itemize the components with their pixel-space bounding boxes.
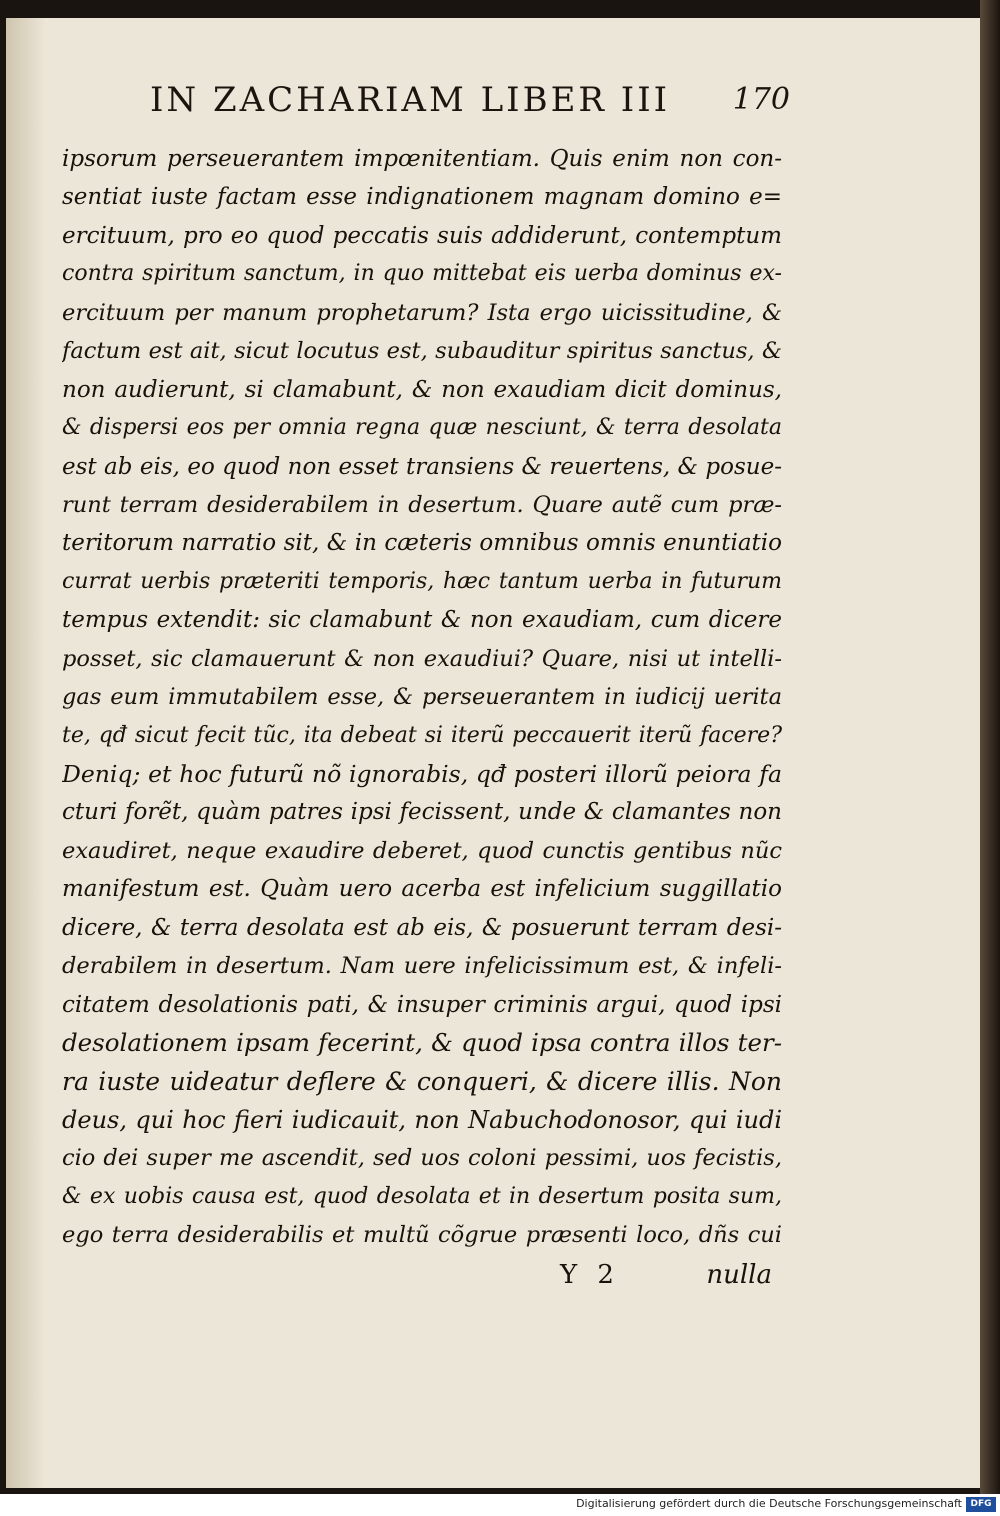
catchword: nulla: [706, 1260, 772, 1290]
folio-number: 170: [732, 82, 790, 117]
text-line: est ab eis, eo quod non esset transiens & reuertens, & posue-: [62, 453, 782, 480]
text-line: & dispersi eos per omnia regna quæ nesciunt, & terra desolata: [62, 415, 782, 441]
text-line: currat uerbis præteriti temporis, hæc tantum uerba in futurum: [62, 568, 782, 594]
text-line: contra spiritum sanctum, in quo mittebat eis uerba dominus ex-: [62, 261, 782, 287]
text-line: te, qđ sicut fecit tũc, ita debeat si iterũ peccauerit iterũ facere?: [62, 722, 782, 748]
text-line: dicere, & terra desolata est ab eis, & posuerunt terram desi-: [62, 914, 782, 941]
signature-mark: Y 2: [560, 1260, 620, 1290]
text-line: non audierunt, si clamabunt, & non exaudiam dicit dominus,: [62, 376, 782, 403]
binding-shadow: [980, 0, 1000, 1494]
text-line: exaudiret, neque exaudire deberet, quod cunctis gentibus nũc: [62, 837, 782, 864]
text-line: ercituum per manum prophetarum? Ista ergo uicissitudine, &: [62, 299, 782, 326]
text-line: ercituum, pro eo quod peccatis suis addiderunt, contemptum: [62, 222, 782, 249]
funding-credit: Digitalisierung gefördert durch die Deutsche Forschungsgemeinschaft: [576, 1497, 962, 1510]
text-line: Deniq; et hoc futurũ nõ ignorabis, qđ posteri illorũ peiora fa: [62, 760, 782, 788]
text-line: cturi forẽt, quàm patres ipsi fecissent, unde & clamantes non: [62, 799, 782, 826]
dfg-logo: DFG: [966, 1497, 996, 1512]
body-text: [62, 140, 782, 1255]
text-line: ra iuste uideatur deflere & conqueri, & dicere illis. Non: [62, 1066, 782, 1096]
text-line: derabilem in desertum. Nam uere infelicissimum est, & infeli-: [62, 953, 782, 980]
text-line: ipsorum perseuerantem impœnitentiam. Quis enim non con-: [62, 146, 782, 172]
signature-line: [560, 1260, 772, 1300]
running-title: IN ZACHARIAM LIBER III: [150, 80, 671, 120]
footer-bar: [0, 1494, 1000, 1516]
text-line: deus, qui hoc fieri iudicauit, non Nabuchodonosor, qui iudi: [62, 1105, 782, 1134]
text-line: posset, sic clamauerunt & non exaudiui? Quare, nisi ut intelli-: [62, 645, 782, 672]
text-line: ego terra desiderabilis et multũ cõgrue præsenti loco, dñs cui: [62, 1222, 782, 1249]
text-line: cio dei super me ascendit, sed uos coloni pessimi, uos fecistis,: [62, 1145, 782, 1172]
text-line: manifestum est. Quàm uero acerba est infelicium suggillatio: [62, 876, 782, 903]
text-line: & ex uobis causa est, quod desolata et in desertum posita sum,: [62, 1183, 782, 1209]
text-line: factum est ait, sicut locutus est, subauditur spiritus sanctus, &: [62, 338, 782, 365]
page-header: [150, 78, 790, 128]
text-line: sentiat iuste factam esse indignationem magnam domino e=: [62, 184, 782, 211]
text-line: citatem desolationis pati, & insuper criminis argui, quod ipsi: [62, 991, 782, 1018]
page-edge-shading: [6, 18, 46, 1488]
text-line: gas eum immutabilem esse, & perseuerantem in iudicij uerita: [62, 684, 782, 711]
text-line: runt terram desiderabilem in desertum. Quare autẽ cum præ-: [62, 491, 782, 518]
text-line: teritorum narratio sit, & in cæteris omnibus omnis enuntiatio: [62, 530, 782, 557]
text-line: tempus extendit: sic clamabunt & non exaudiam, cum dicere: [62, 607, 782, 634]
text-line: desolationem ipsam fecerint, & quod ipsa contra illos ter-: [62, 1028, 782, 1058]
